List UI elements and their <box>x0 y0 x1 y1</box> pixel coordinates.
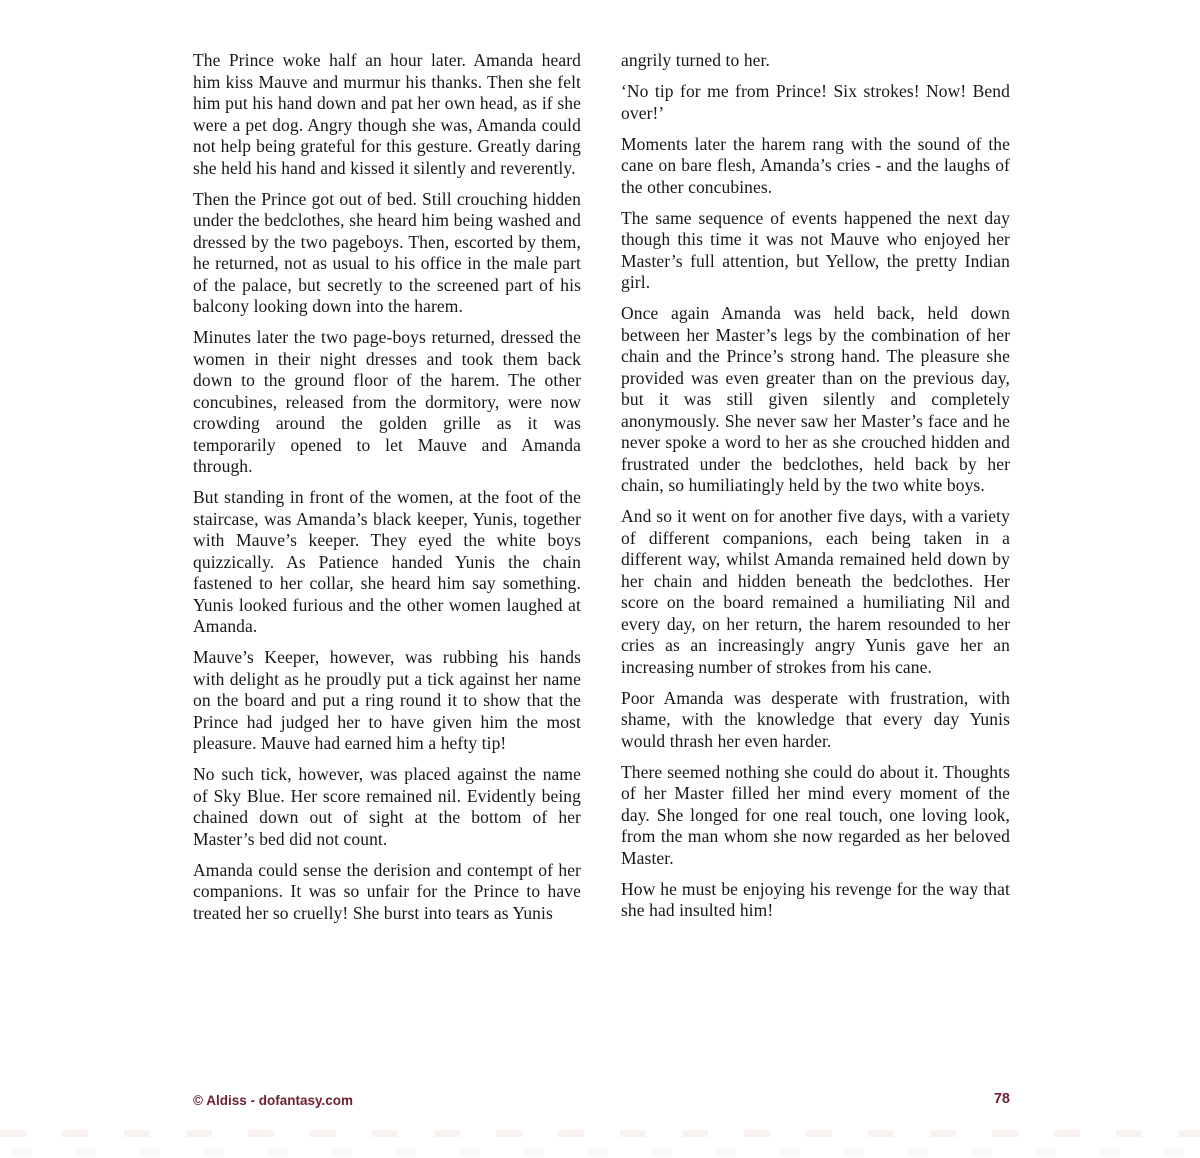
paragraph: The same sequence of events happened the next day though this time it was not Mauve who enjoyed her Master’s full attention, but Yellow, the pretty Indian girl. <box>621 207 1010 292</box>
paragraph: How he must be enjoying his revenge for the way that she had insulted him! <box>621 878 1010 920</box>
paragraph: Poor Amanda was desperate with frustration, with shame, with the knowledge that every day Yunis would thrash her even harder. <box>621 687 1010 751</box>
paragraph: Moments later the harem rang with the sound of the cane on bare flesh, Amanda’s cries - and the laughs of the other concubines. <box>621 133 1010 197</box>
text-column-left <box>193 50 581 934</box>
paragraph: ‘No tip for me from Prince! Six strokes! Now! Bend over!’ <box>621 81 1010 123</box>
paragraph: No such tick, however, was placed against the name of Sky Blue. Her score remained nil. Evidently being chained down out of sight at the bottom of her Master’s bed did not count. <box>193 764 581 849</box>
paragraph: And so it went on for another five days, with a variety of different companions, each being taken in a different way, whilst Amanda remained held down by her chain and hidden beneath the bedclothes. Her score on the board remained a humiliating Nil and every day, on her return, the harem resounded to her cries as an increasingly angry Yunis gave her an increasing number of strokes from his cane. <box>621 506 1010 677</box>
paragraph: angrily turned to her. <box>621 50 770 70</box>
paragraph: Minutes later the two page-boys returned, dressed the women in their night dresses and took them back down to the ground floor of the harem. The other concubines, released from the dormitory, were now crowding around the golden grille as it was temporarily opened to let Mauve and Amanda through. <box>193 327 581 476</box>
paragraph: Once again Amanda was held back, held down between her Master’s legs by the combination of her chain and the Prince’s strong hand. The pleasure she provided was even greater than on the previous day, but it was still given silently and completely anonymously. She never saw her Master’s face and he never spoke a word to her as she crouched hidden and frustrated under the bedclothes, held back by her chain, so humiliatingly held by the two white boys. <box>621 303 1010 495</box>
paragraph: But standing in front of the women, at the foot of the staircase, was Amanda’s black keeper, Yunis, together with Mauve’s keeper. They eyed the white boys quizzically. As Patience handed Yunis the chain fastened to her collar, she heard him say something. Yunis looked furious and the other women laughed at Amanda. <box>193 487 581 636</box>
paragraph: Then the Prince got out of bed. Still crouching hidden under the bedclothes, she heard him being washed and dressed by the two pageboys. Then, escorted by them, he returned, not as usual to his office in the male part of the palace, but secretly to the screened part of his balcony looking down into the harem. <box>193 188 581 316</box>
bottom-scan-texture <box>0 1130 1200 1158</box>
page-number: 78 <box>993 1091 1010 1107</box>
paragraph: There seemed nothing she could do about it. Thoughts of her Master filled her mind every moment of the day. She longed for one real touch, one loving look, from the man whom she now regarded as her beloved Master. <box>621 761 1010 868</box>
paragraph: Amanda could sense the derision and contempt of her companions. It was so unfair for the Prince to have treated her so cruelly! She burst into tears as Yunis <box>193 859 581 923</box>
paragraph: The Prince woke half an hour later. Amanda heard him kiss Mauve and murmur his thanks. Then she felt him put his hand down and pat her own head, as if she were a pet dog. Angry though she was, Amanda could not help being grateful for this gesture. Greatly daring she held his hand and kissed it silently and reverently. <box>193 50 581 178</box>
footer-credit: © Aldiss - dofantasy.com <box>193 1093 353 1108</box>
paragraph: Mauve’s Keeper, however, was rubbing his hands with delight as he proudly put a tick against her name on the board and put a ring round it to show that the Prince had judged her to have given him the most pleasure. Mauve had earned him a hefty tip! <box>193 647 581 753</box>
text-column-right <box>621 50 1010 931</box>
